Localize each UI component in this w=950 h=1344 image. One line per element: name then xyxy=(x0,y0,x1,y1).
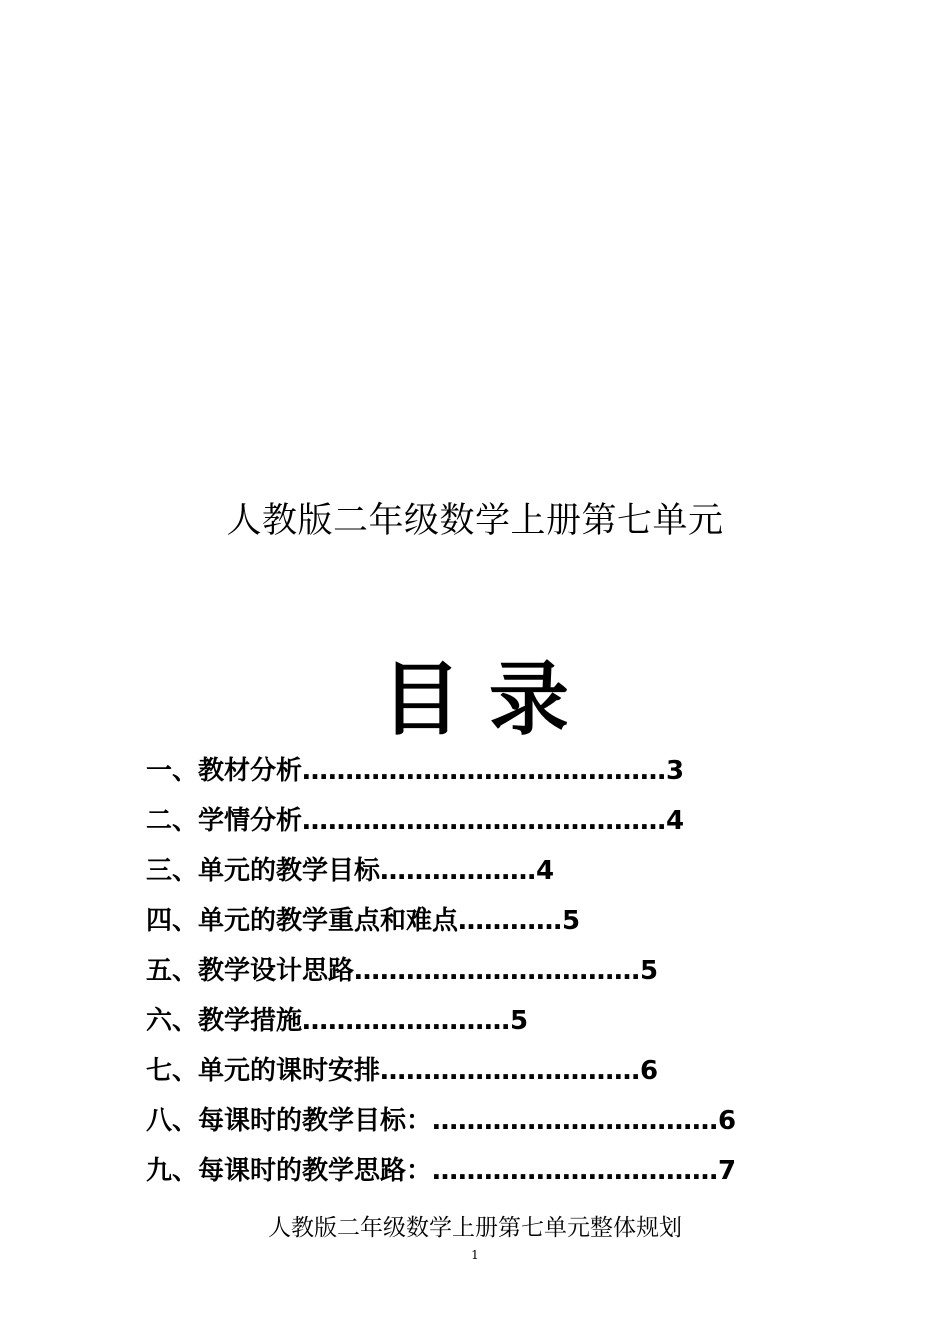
toc-entry xyxy=(146,996,866,1046)
toc-heading: 五、教学设计思路 xyxy=(146,956,355,986)
toc-page-number: 6 xyxy=(718,1106,737,1136)
page-number: 1 xyxy=(471,1248,479,1262)
toc-heading: 三、单元的教学目标 xyxy=(146,856,381,886)
toc-leader: …………………… xyxy=(302,1006,511,1036)
toc-page-number: 4 xyxy=(536,856,555,886)
toc-heading: 一、教材分析 xyxy=(146,756,303,786)
toc-leader: …………………………… xyxy=(432,1106,719,1136)
toc-page-number: 3 xyxy=(666,756,685,786)
toc-heading: 七、单元的课时安排 xyxy=(146,1056,381,1086)
footer-title: 人教版二年级数学上册第七单元整体规划 xyxy=(268,1215,682,1241)
toc-entry xyxy=(146,796,866,846)
toc-page-number: 4 xyxy=(666,806,685,836)
toc-entry xyxy=(146,746,866,796)
toc-entry xyxy=(146,896,866,946)
toc-leader: ……………… xyxy=(380,856,537,886)
toc-leader: …………………………………… xyxy=(302,806,667,836)
toc-heading: 六、教学措施 xyxy=(146,1006,303,1036)
toc-leader: …………………………… xyxy=(432,1156,719,1186)
toc-leader: …………………………………… xyxy=(302,756,667,786)
toc-leader: …………………………… xyxy=(354,956,641,986)
toc-entry xyxy=(146,1046,866,1096)
toc-page-number: 7 xyxy=(718,1156,737,1186)
toc-page-number: 5 xyxy=(510,1006,529,1036)
toc-page-number: 5 xyxy=(562,906,581,936)
toc-page-number: 6 xyxy=(640,1056,659,1086)
toc-entry xyxy=(146,946,866,996)
toc-heading: 二、学情分析 xyxy=(146,806,303,836)
toc-entry xyxy=(146,1146,866,1196)
toc-leader: ………………………… xyxy=(380,1056,641,1086)
toc-heading: 八、每课时的教学目标： xyxy=(146,1106,433,1136)
toc-heading: 四、单元的教学重点和难点 xyxy=(146,906,459,936)
toc-leader: ………… xyxy=(458,906,563,936)
toc-entry xyxy=(146,846,866,896)
toc-heading: 九、每课时的教学思路： xyxy=(146,1156,433,1186)
toc-title: 目 录 xyxy=(381,653,569,746)
toc-page-number: 5 xyxy=(640,956,659,986)
document-subtitle: 人教版二年级数学上册第七单元 xyxy=(226,501,724,541)
table-of-contents xyxy=(146,746,866,1196)
toc-entry xyxy=(146,1096,866,1146)
